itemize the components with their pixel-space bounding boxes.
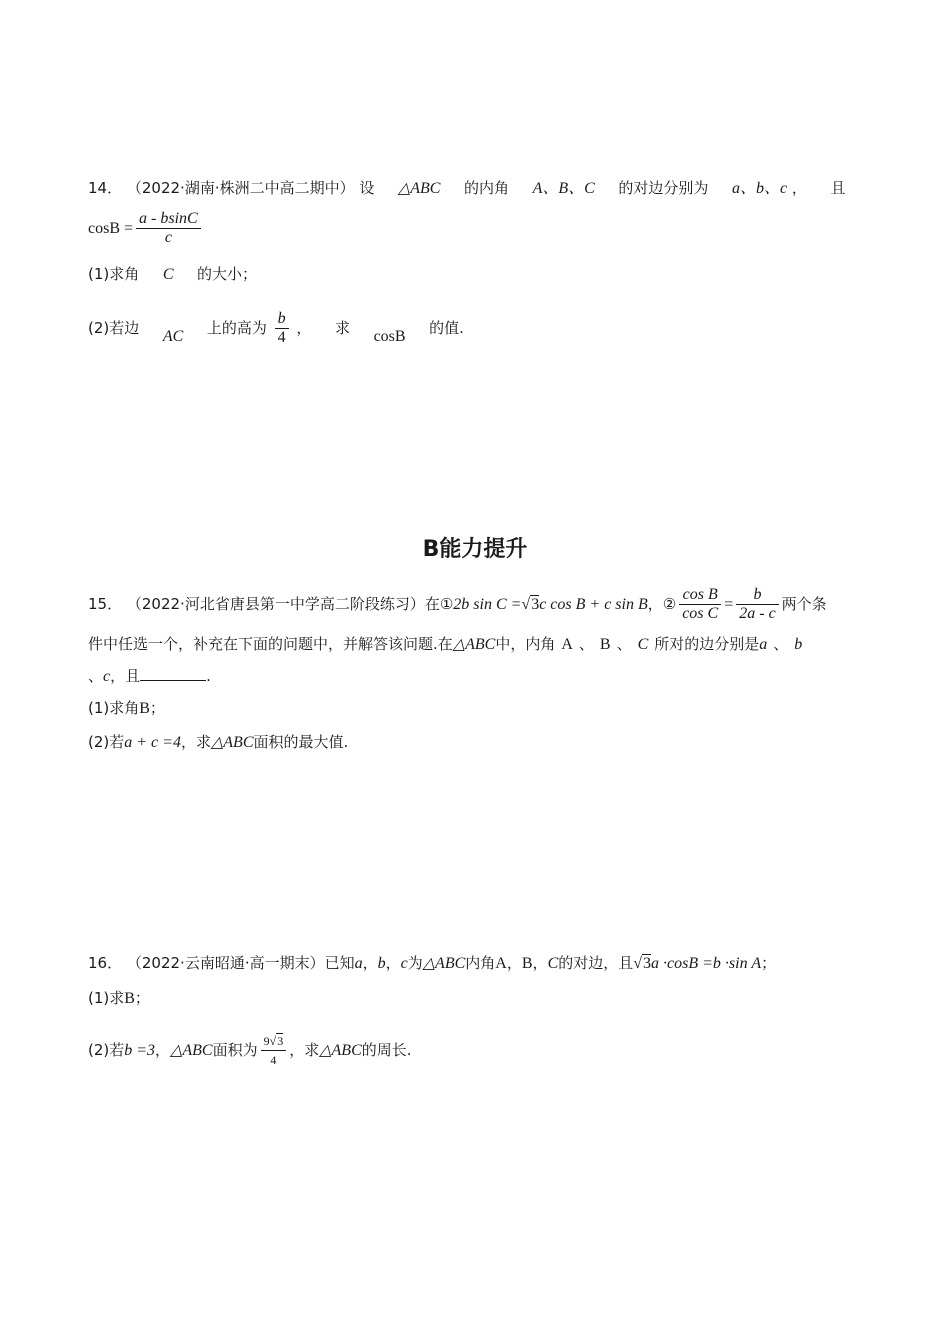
section-title: B能力提升 xyxy=(422,537,528,562)
q15-angle-b: B xyxy=(599,636,611,653)
q16-neijiao: 内角 xyxy=(465,954,496,972)
q16-semi: ； xyxy=(761,954,777,972)
q14-p2-tail: 的值. xyxy=(429,319,464,337)
q15-line2-a: 件中任选一个，补充在下面的问题中，并解答该问题.在 xyxy=(88,635,453,653)
q15-p2-eq: a + c =4 xyxy=(124,734,181,751)
q16-area-fraction xyxy=(261,1032,287,1069)
q14-p2-frac-den: 4 xyxy=(277,329,286,346)
q15-side-c: c xyxy=(103,668,111,685)
q14-p2-var: AC xyxy=(162,328,184,345)
q15-dun: 、 xyxy=(616,635,632,653)
q15-line3-mid: ，且 xyxy=(110,667,141,685)
q15-line3-end: . xyxy=(206,667,211,685)
q15-condition-2-right xyxy=(736,586,778,623)
q16-p2-label: (2)若 xyxy=(88,1041,125,1059)
q15-line-2 xyxy=(88,634,802,655)
q16-area-num: 9√3 xyxy=(261,1032,287,1051)
q14-p1-label: (1)求角 xyxy=(88,265,140,283)
q16-p2-triangle: △ABC xyxy=(170,1042,213,1059)
q16-eq-sqrt: 3 xyxy=(643,955,652,972)
q16-duibian: 的对边，且 xyxy=(558,954,634,972)
q14-p2-label: (2)若边 xyxy=(88,319,140,337)
q14-sides: a、b、c xyxy=(732,180,788,197)
q16-source: （2022·云南昭通·高一期末）已知 xyxy=(126,954,355,972)
q14-formula xyxy=(88,210,204,247)
q14-text: 的内角 xyxy=(464,179,510,197)
q16-side-c: c xyxy=(400,955,408,972)
q15-number: 15． xyxy=(88,595,123,613)
q15-answer-blank[interactable] xyxy=(140,666,206,681)
q14-cos-lhs: cosB = xyxy=(88,220,134,237)
q15-dun: 、 xyxy=(773,635,789,653)
q15-p1-var: B xyxy=(139,700,150,717)
q15-p1-tail: ； xyxy=(149,699,165,717)
q14-p2-fraction xyxy=(275,310,289,347)
q15-sep: ，② xyxy=(647,595,677,613)
q15-condition-2-left xyxy=(679,586,721,623)
q15-c2-num: cos B xyxy=(679,586,721,605)
q15-condition-1a: 2b sin C = xyxy=(453,596,522,613)
q16-wei: 为 xyxy=(407,954,423,972)
q16-angle-c: C xyxy=(547,955,559,972)
q16-area-num-a: 9 xyxy=(263,1034,270,1048)
q15-p2-label: (2)若 xyxy=(88,733,125,751)
q16-angle-a: A xyxy=(495,955,507,972)
q14-p2-cos: cosB xyxy=(373,328,406,345)
q16-comma: ， xyxy=(506,954,522,972)
q16-p1-tail: ； xyxy=(134,989,150,1007)
q14-cos-fraction xyxy=(136,210,201,247)
q15-p2-mid: ，求 xyxy=(180,733,211,751)
q16-line-1: 16． （2022·云南昭通·高一期末）已知a，b，c为△ABC内角A，B，C的对边，且√3a ·cosB =b ·sin A； xyxy=(88,954,777,972)
q16-side-a: a xyxy=(354,955,363,972)
q14-part-1 xyxy=(88,264,257,285)
q15-side-a: a xyxy=(759,636,768,653)
q16-area-den: 4 xyxy=(270,1053,277,1067)
q16-comma: ， xyxy=(385,954,401,972)
q15-part-1 xyxy=(88,698,165,719)
q15-p1-label: (1)求角 xyxy=(88,699,140,717)
q15-tail1: 两个条 xyxy=(781,595,827,613)
q16-area-num-sqrt: 3 xyxy=(277,1034,284,1048)
q16-p2-triangle-2: △ABC xyxy=(319,1042,362,1059)
q15-line2-c: 所对的边分别是 xyxy=(654,635,760,653)
q14-p1-var: C xyxy=(162,266,174,283)
q14-part-2 xyxy=(88,310,464,347)
q16-side-b: b xyxy=(377,955,386,972)
q15-condition-1-sqrt: 3 xyxy=(531,596,540,613)
q16-part-1 xyxy=(88,988,150,1009)
q15-p2-tail: 面积的最大值. xyxy=(253,733,349,751)
q16-number: 16． xyxy=(88,954,123,972)
q15-p2-triangle: △ABC xyxy=(210,734,254,751)
q16-angle-b: B xyxy=(521,955,533,972)
q16-eq-rest: a ·cosB =b ·sin A xyxy=(651,955,762,972)
q16-comma: ， xyxy=(362,954,378,972)
q16-part-2 xyxy=(88,1032,412,1069)
q15-line2-b: 中，内角 xyxy=(495,635,556,653)
q14-p1-tail: 的大小； xyxy=(197,265,258,283)
q14-p2-mid: 上的高为 xyxy=(206,319,267,337)
q15-c2-rden: 2a - c xyxy=(739,605,776,622)
q14-line-1 xyxy=(88,178,845,199)
q14-angles: A、B、C xyxy=(532,180,595,197)
q16-p2-qiu: ，求 xyxy=(289,1041,320,1059)
q15-condition-1b: c cos B + c sin B xyxy=(539,596,648,613)
q14-p2-qiu: 求 xyxy=(334,319,350,337)
q14-p2-comma: ， xyxy=(296,319,312,337)
q16-p2-comma: ， xyxy=(155,1041,171,1059)
q16-p2-mid: 面积为 xyxy=(212,1041,258,1059)
q16-p2-b: b =3 xyxy=(124,1042,156,1059)
q16-p2-tail: 的周长. xyxy=(361,1041,412,1059)
q15-line-1: 15． （2022·河北省唐县第一中学高二阶段练习）在①2b sin C =√3c cos B + c sin B，② $\frac{\text{cos B}}{\text{cos C}}$ = $\frac{b}{2a - c}$ 两个条 xyxy=(88,586,827,622)
q16-p1-var: B xyxy=(124,990,135,1007)
q15-c2-rnum: b xyxy=(736,586,778,605)
q15-line3-lead: 、 xyxy=(88,667,104,685)
q15-source: （2022·河北省唐县第一中学高二阶段练习）在① xyxy=(126,595,454,613)
q16-triangle: △ABC xyxy=(422,955,466,972)
q14-text: 的对边分别为 xyxy=(618,179,709,197)
q14-frac-num: a - bsinC xyxy=(136,210,201,229)
q16-p1-label: (1)求 xyxy=(88,989,125,1007)
q14-text: ， xyxy=(791,179,807,197)
q15-c2-eq: = xyxy=(724,596,734,613)
q15-line-3 xyxy=(88,666,211,687)
q16-comma: ， xyxy=(532,954,548,972)
q14-source: （2022·湖南·株洲二中高二期中） xyxy=(126,179,355,197)
q15-angle-a: A xyxy=(561,636,573,653)
q14-frac-den: c xyxy=(164,229,172,246)
q15-part-2 xyxy=(88,732,348,753)
q15-side-b: b xyxy=(794,636,803,653)
q14-number: 14． xyxy=(88,179,123,197)
q15-triangle: △ABC xyxy=(452,636,496,653)
q15-c2-den: cos C xyxy=(682,605,719,622)
q14-triangle: △ABC xyxy=(397,180,441,197)
q14-p2-frac-num: b xyxy=(275,310,289,329)
q15-angle-c: C xyxy=(637,636,649,653)
q14-text: 设 xyxy=(359,179,375,197)
q14-text: 且 xyxy=(830,179,846,197)
q15-dun: 、 xyxy=(578,635,594,653)
